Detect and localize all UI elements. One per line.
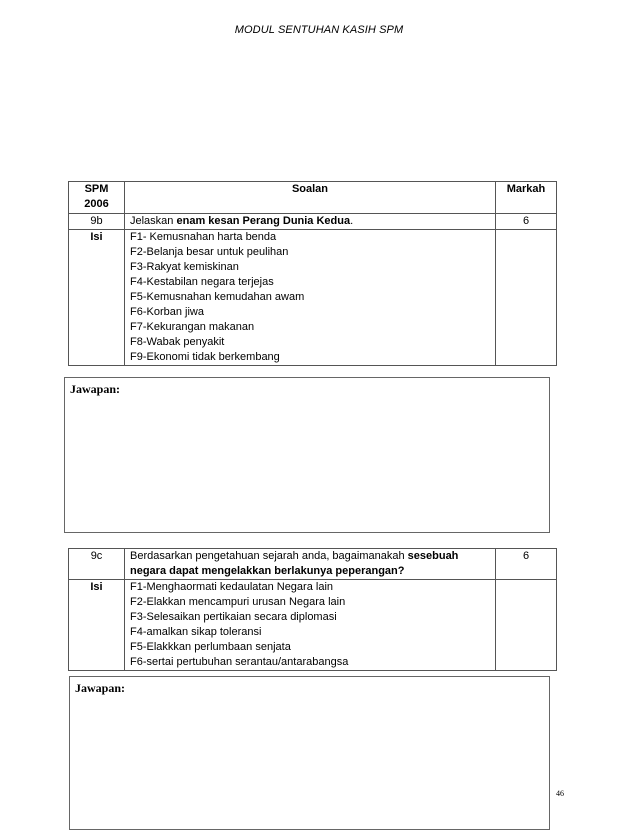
answer-label: Jawapan: [70,382,121,396]
question-text-line2: negara dapat mengelakkan berlakunya peperangan? [130,565,405,577]
isi-point: F3-Rakyat kemiskinan [130,261,239,273]
isi-point: F1-Menghaormati kedaulatan Negara lain [130,581,334,593]
question-text-line1 [130,549,490,564]
question-table-9c [68,548,557,671]
question-table-9b [68,181,557,366]
question-text-bold: enam kesan Perang Dunia Kedua [176,215,351,227]
question-code: 9c [69,549,125,580]
question-text-prefix: Jelaskan [130,215,177,227]
isi-label: Isi [69,230,125,366]
header-markah: Markah [496,182,557,214]
answer-box-9c[interactable] [69,676,550,830]
question-text-bold: sesebuah [407,550,459,562]
question-text [125,214,496,230]
question-marks: 6 [496,549,557,580]
isi-marks-empty [496,230,557,366]
page-header-title: MODUL SENTUHAN KASIH SPM [234,24,404,36]
isi-point: F1- Kemusnahan harta benda [130,231,277,243]
isi-points [125,580,496,671]
isi-point: F7-Kekurangan makanan [130,321,255,333]
question-code: 9b [69,214,125,230]
isi-point: F5-Kemusnahan kemudahan awam [130,291,305,303]
page-number: 46 [556,789,564,798]
header-year-label: 2006 [84,198,109,210]
isi-row [69,580,557,671]
isi-row [69,230,557,366]
answer-label: Jawapan: [75,681,126,695]
isi-point: F6-sertai pertubuhan serantau/antarabangsa [130,656,349,668]
isi-point: F3-Selesaikan pertikaian secara diplomasi [130,611,337,623]
header-spm-year [69,182,125,214]
isi-point: F8-Wabak penyakit [130,336,225,348]
question-text-prefix: Berdasarkan pengetahuan sejarah anda, bagaimanakah [130,550,408,562]
question-marks: 6 [496,214,557,230]
header-soalan: Soalan [125,182,496,214]
question-row [69,549,557,580]
isi-point: F2-Belanja besar untuk peulihan [130,246,289,258]
isi-point: F4-amalkan sikap toleransi [130,626,262,638]
isi-marks-empty [496,580,557,671]
question-text [125,549,496,580]
isi-point: F2-Elakkan mencampuri urusan Negara lain [130,596,346,608]
isi-point: F5-Elakkkan perlumbaan senjata [130,641,291,653]
header-spm-label: SPM [84,183,109,195]
answer-box-9b[interactable] [64,377,550,533]
isi-point: F9-Ekonomi tidak berkembang [130,351,280,363]
isi-label: Isi [69,580,125,671]
isi-points [125,230,496,366]
question-text-suffix: . [350,215,354,227]
table-header-row [69,182,557,214]
isi-point: F6-Korban jiwa [130,306,204,318]
isi-point: F4-Kestabilan negara terjejas [130,276,274,288]
question-row [69,214,557,230]
